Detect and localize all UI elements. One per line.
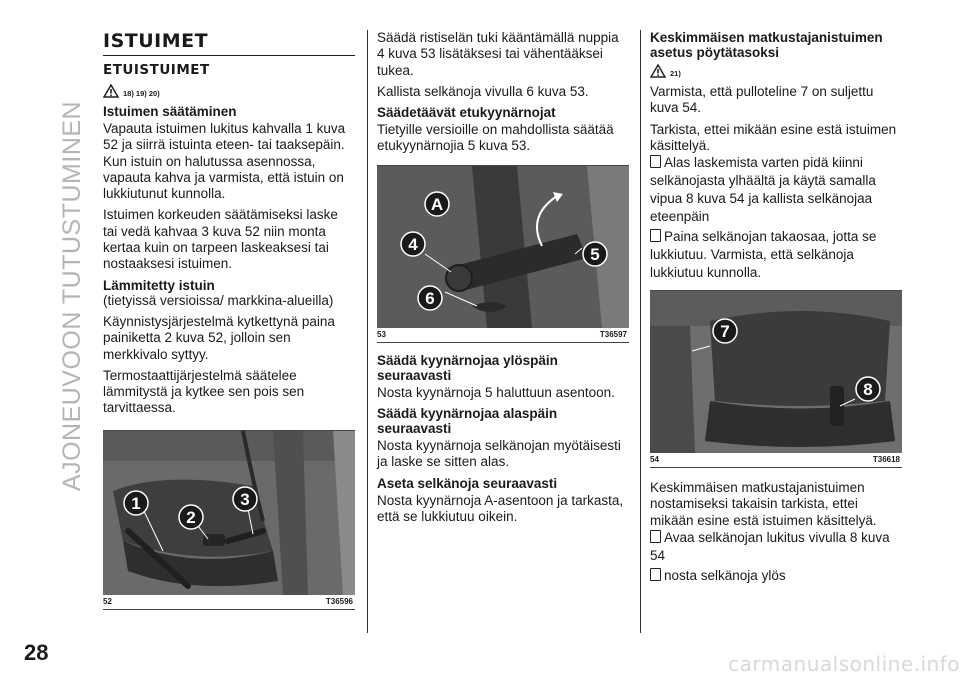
figure-number: 53	[377, 329, 386, 339]
bullet-text: Alas laskemista varten pidä kiinni selkänojasta ylhäältä ja käytä samalla vipua 8 kuva 54 ja kallista selkänojaa eteenpäin	[650, 155, 876, 225]
figure-caption	[377, 328, 629, 342]
paragraph: Nosta kyynärnoja 5 haluttuun asentoon.	[377, 384, 615, 400]
heading-armrest-down: Säädä kyynärnojaa alaspäin seuraavasti	[377, 406, 558, 437]
checkbox-bullet-icon	[650, 155, 661, 168]
callout-1: 1	[131, 494, 141, 513]
watermark: carmanualsonline.info	[728, 652, 960, 676]
callout-4: 4	[408, 234, 418, 254]
paragraph: Tarkista, ettei mikään esine estä istuimen käsittelyä.	[650, 121, 897, 153]
column-divider	[640, 30, 641, 633]
armrest-illustration	[377, 166, 629, 328]
paragraph: Kallista selkänoja vivulla 6 kuva 53.	[377, 83, 589, 99]
heading-heated-seat: Lämmitetty istuin	[103, 277, 215, 293]
chapter-side-title	[50, 24, 90, 624]
paragraph: Säädä ristiselän tuki kääntämällä nuppia 4 kuva 53 lisätäksesi tai vähentääksei tukea.	[377, 30, 619, 78]
paragraph: Nosta kyynärnoja A-asentoon ja tarkasta, että se lukkiutuu oikein.	[377, 492, 624, 524]
figure-number: 54	[650, 455, 659, 465]
checkbox-bullet-icon	[650, 530, 661, 543]
section-title: ETUISTUIMET	[103, 62, 210, 78]
column-2	[377, 30, 629, 530]
column-3	[650, 30, 902, 587]
paragraph: Käynnistysjärjestelmä kytkettynä paina painiketta 2 kuva 52, jolloin sen merkkivalo syttyy.	[103, 313, 335, 362]
paragraph: Varmista, että pulloteline 7 on suljettu kuva 54.	[650, 84, 874, 116]
callout-A: A	[430, 194, 444, 214]
figure-54	[650, 290, 902, 468]
bullet-text: Avaa selkänojan lukitus vivulla 8 kuva 54	[650, 530, 890, 564]
figure-52	[103, 430, 355, 610]
callout-2: 2	[186, 508, 196, 527]
column-divider	[367, 30, 368, 633]
heading-armrest: Säädetäävät etukyynärnojat	[377, 105, 556, 121]
middle-seat-illustration	[650, 291, 902, 453]
figure-number: 52	[103, 597, 112, 606]
heading-middle-seat: Keskimmäisen matkustajanistuimen asetus pöytätasoksi	[650, 30, 883, 60]
warning-triangle-icon	[650, 64, 666, 78]
page-number: 28	[24, 640, 49, 665]
heading-seat-adjustment: Istuimen säätäminen	[103, 104, 237, 119]
checkbox-bullet-icon	[650, 229, 661, 242]
figure-code: T36597	[599, 329, 627, 339]
paragraph: Vapauta istuimen lukitus kahvalla 1 kuva 52 ja siirrä istuinta eteen- tai taaksepäin. Kun istuin on halutussa asennossa, vapauta kahva ja varmista, että istuin on lukkiutunut kunnolla.	[103, 121, 346, 202]
checkbox-bullet-icon	[650, 568, 661, 581]
figure-53	[377, 165, 629, 343]
callout-5: 5	[590, 244, 600, 264]
chapter-title: ISTUIMET	[103, 30, 355, 56]
warning-reference	[103, 84, 355, 98]
seat-illustration	[103, 431, 355, 595]
bullet-item	[650, 154, 902, 226]
figure-code: T36596	[325, 597, 353, 606]
figure-code: T36618	[872, 455, 900, 465]
bullet-item	[650, 567, 902, 585]
bullet-item	[650, 228, 902, 282]
warning-triangle-icon	[103, 84, 119, 98]
callout-8: 8	[863, 380, 873, 400]
paragraph: Keskimmäisen matkustajanistuimen nostamiseksi takaisin tarkista, ettei mikään esine estä istuimen käsittelyä.	[650, 480, 877, 528]
side-title-text: AJONEUVOON TUTUSTUMINEN	[58, 100, 86, 492]
paragraph: Istuimen korkeuden säätämiseksi laske tai vedä kahvaa 3 kuva 52 niin monta kertaa kuin on tarpeen laskeaksesi tai nostaaksesi istuimen.	[103, 207, 338, 272]
heading-armrest-up: Säädä kyynärnojaa ylöspäin seuraavasti	[377, 352, 558, 383]
callout-7: 7	[720, 322, 730, 342]
paragraph: Nosta kyynärnoja selkänojan myötäisesti ja laske se sitten alas.	[377, 438, 621, 470]
bullet-text: Paina selkänojan takaosaa, jotta se lukkiutuu. Varmista, että selkänoja lukkiutuu kunnolla.	[650, 229, 877, 281]
paragraph: Tietyille versioille on mahdollista säätää etukyynärnojia 5 kuva 53.	[377, 122, 614, 154]
warning-reference	[650, 64, 902, 78]
bullet-item	[650, 529, 902, 565]
paragraph: (tietyissä versioissa/ markkina-alueilla)	[103, 292, 334, 308]
callout-3: 3	[240, 490, 250, 509]
heading-set-backrest: Aseta selkänoja seuraavasti	[377, 475, 558, 491]
bullet-text: nosta selkänoja ylös	[664, 568, 786, 584]
figure-caption	[103, 595, 355, 609]
warning-refs: 18) 19) 20)	[123, 89, 160, 98]
warning-refs: 21)	[670, 69, 681, 78]
figure-caption	[650, 453, 902, 467]
column-1	[103, 30, 355, 606]
callout-6: 6	[425, 288, 435, 308]
paragraph: Termostaattijärjestelmä säätelee lämmitystä ja kytkee sen pois sen tarvittaessa.	[103, 367, 305, 416]
